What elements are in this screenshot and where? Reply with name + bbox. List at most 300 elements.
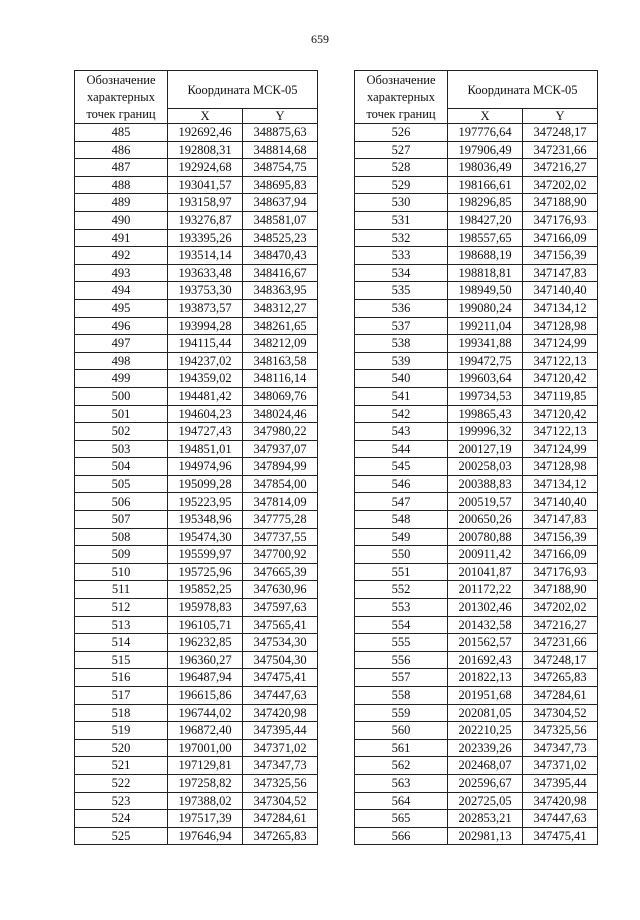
point-number: 505 <box>75 475 168 493</box>
point-number: 553 <box>355 599 448 617</box>
point-number: 550 <box>355 546 448 564</box>
table-row <box>75 282 318 300</box>
coord-x: 201432,58 <box>448 616 523 634</box>
table-row <box>75 827 318 845</box>
coord-y: 347371,02 <box>243 739 318 757</box>
table-row <box>75 563 318 581</box>
coord-x: 199341,88 <box>448 335 523 353</box>
point-number: 488 <box>75 176 168 194</box>
coord-x: 195852,25 <box>168 581 243 599</box>
coord-x: 199211,04 <box>448 317 523 335</box>
table-row <box>75 317 318 335</box>
coord-y: 347176,93 <box>523 563 598 581</box>
coord-y: 348581,07 <box>243 211 318 229</box>
coord-x: 196232,85 <box>168 634 243 652</box>
coord-y: 347202,02 <box>523 599 598 617</box>
coord-x: 194974,96 <box>168 458 243 476</box>
point-number: 516 <box>75 669 168 687</box>
coord-y: 347325,56 <box>523 722 598 740</box>
point-number: 503 <box>75 440 168 458</box>
coord-x: 197388,02 <box>168 792 243 810</box>
point-number: 493 <box>75 264 168 282</box>
table-row <box>75 176 318 194</box>
point-number: 513 <box>75 616 168 634</box>
coord-x: 194851,01 <box>168 440 243 458</box>
table-row <box>75 159 318 177</box>
coord-x: 200780,88 <box>448 528 523 546</box>
coord-x: 201951,68 <box>448 687 523 705</box>
coord-x: 197646,94 <box>168 827 243 845</box>
table-row <box>75 511 318 529</box>
point-number: 541 <box>355 387 448 405</box>
coord-x: 199996,32 <box>448 423 523 441</box>
table-row <box>75 405 318 423</box>
coord-y: 348637,94 <box>243 194 318 212</box>
point-number: 491 <box>75 229 168 247</box>
coord-x: 202339,26 <box>448 739 523 757</box>
table-row <box>75 335 318 353</box>
coord-y: 347737,55 <box>243 528 318 546</box>
table-row <box>75 651 318 669</box>
coord-y: 347894,99 <box>243 458 318 476</box>
table-row <box>355 493 598 511</box>
coord-y: 347371,02 <box>523 757 598 775</box>
point-number: 529 <box>355 176 448 194</box>
table-row <box>75 440 318 458</box>
coord-y: 347304,52 <box>523 704 598 722</box>
coord-y: 347700,92 <box>243 546 318 564</box>
coord-x: 195725,96 <box>168 563 243 581</box>
point-number: 555 <box>355 634 448 652</box>
coord-x: 200519,57 <box>448 493 523 511</box>
coord-y: 347122,13 <box>523 352 598 370</box>
coord-x: 192808,31 <box>168 141 243 159</box>
coord-y: 347854,00 <box>243 475 318 493</box>
coord-y: 348695,83 <box>243 176 318 194</box>
coord-x: 193753,30 <box>168 282 243 300</box>
point-number: 526 <box>355 124 448 142</box>
coord-y: 347325,56 <box>243 774 318 792</box>
point-number: 544 <box>355 440 448 458</box>
point-number: 502 <box>75 423 168 441</box>
table-row <box>75 458 318 476</box>
point-number: 540 <box>355 370 448 388</box>
point-number: 506 <box>75 493 168 511</box>
coord-x: 195474,30 <box>168 528 243 546</box>
coord-x: 200127,19 <box>448 440 523 458</box>
point-number: 494 <box>75 282 168 300</box>
coord-x: 200650,26 <box>448 511 523 529</box>
point-number: 545 <box>355 458 448 476</box>
coord-y: 347147,83 <box>523 511 598 529</box>
point-number: 560 <box>355 722 448 740</box>
table-row <box>75 475 318 493</box>
header-point-label: Обозначение характерных точек границ <box>355 71 448 124</box>
coord-y: 348312,27 <box>243 299 318 317</box>
coord-x: 201822,13 <box>448 669 523 687</box>
table-row <box>75 581 318 599</box>
coord-y: 347188,90 <box>523 194 598 212</box>
coord-x: 193514,14 <box>168 247 243 265</box>
coord-y: 347284,61 <box>243 810 318 828</box>
point-number: 492 <box>75 247 168 265</box>
point-number: 536 <box>355 299 448 317</box>
table-row <box>75 704 318 722</box>
point-number: 558 <box>355 687 448 705</box>
point-number: 524 <box>75 810 168 828</box>
point-number: 511 <box>75 581 168 599</box>
table-row <box>75 352 318 370</box>
coord-x: 198427,20 <box>448 211 523 229</box>
coord-y: 347188,90 <box>523 581 598 599</box>
coord-y: 347231,66 <box>523 634 598 652</box>
table-row <box>75 423 318 441</box>
point-number: 528 <box>355 159 448 177</box>
coord-x: 198688,19 <box>448 247 523 265</box>
point-number: 563 <box>355 774 448 792</box>
point-number: 489 <box>75 194 168 212</box>
point-number: 520 <box>75 739 168 757</box>
coord-x: 195099,28 <box>168 475 243 493</box>
table-row <box>355 352 598 370</box>
coord-x: 197906,49 <box>448 141 523 159</box>
coordinates-table-left <box>74 70 318 845</box>
coord-y: 347202,02 <box>523 176 598 194</box>
table-row <box>355 511 598 529</box>
table-row <box>75 722 318 740</box>
coord-x: 200258,03 <box>448 458 523 476</box>
point-number: 557 <box>355 669 448 687</box>
point-number: 554 <box>355 616 448 634</box>
coord-y: 348814,68 <box>243 141 318 159</box>
table-row <box>75 211 318 229</box>
coord-y: 347265,83 <box>243 827 318 845</box>
table-row <box>355 810 598 828</box>
point-number: 543 <box>355 423 448 441</box>
coord-x: 199472,75 <box>448 352 523 370</box>
coord-x: 201041,87 <box>448 563 523 581</box>
coord-y: 347347,73 <box>243 757 318 775</box>
coord-y: 348470,43 <box>243 247 318 265</box>
point-number: 531 <box>355 211 448 229</box>
table-row <box>75 299 318 317</box>
table-row <box>355 124 598 142</box>
coord-x: 198296,85 <box>448 194 523 212</box>
coord-x: 200911,42 <box>448 546 523 564</box>
table-row <box>75 194 318 212</box>
coord-y: 347122,13 <box>523 423 598 441</box>
table-row <box>355 335 598 353</box>
coord-x: 199734,53 <box>448 387 523 405</box>
coord-y: 347124,99 <box>523 440 598 458</box>
table-body-right <box>355 124 598 845</box>
point-number: 510 <box>75 563 168 581</box>
coord-y: 348212,09 <box>243 335 318 353</box>
coord-x: 193041,57 <box>168 176 243 194</box>
table-row <box>75 546 318 564</box>
coord-y: 347128,98 <box>523 317 598 335</box>
table-row <box>355 634 598 652</box>
point-number: 537 <box>355 317 448 335</box>
table-row <box>75 528 318 546</box>
coord-x: 196615,86 <box>168 687 243 705</box>
point-number: 547 <box>355 493 448 511</box>
coord-y: 348024,46 <box>243 405 318 423</box>
coord-x: 195599,97 <box>168 546 243 564</box>
table-row <box>355 264 598 282</box>
coord-x: 199080,24 <box>448 299 523 317</box>
table-row <box>355 194 598 212</box>
coord-x: 201172,22 <box>448 581 523 599</box>
coord-y: 347447,63 <box>243 687 318 705</box>
coord-y: 347814,09 <box>243 493 318 511</box>
table-row <box>355 211 598 229</box>
coord-y: 347420,98 <box>243 704 318 722</box>
coord-y: 347665,39 <box>243 563 318 581</box>
coord-y: 347420,98 <box>523 792 598 810</box>
table-row <box>355 739 598 757</box>
coord-y: 348069,76 <box>243 387 318 405</box>
coord-x: 201302,46 <box>448 599 523 617</box>
coord-y: 347630,96 <box>243 581 318 599</box>
page-number: 659 <box>311 32 329 46</box>
coord-x: 197258,82 <box>168 774 243 792</box>
table-row <box>355 282 598 300</box>
coord-x: 197001,00 <box>168 739 243 757</box>
table-row <box>75 370 318 388</box>
table-row <box>355 458 598 476</box>
coord-y: 347156,39 <box>523 528 598 546</box>
point-number: 532 <box>355 229 448 247</box>
table-row <box>355 405 598 423</box>
coord-y: 347166,09 <box>523 229 598 247</box>
header-y: Y <box>523 109 598 124</box>
point-number: 556 <box>355 651 448 669</box>
coord-y: 347216,27 <box>523 159 598 177</box>
coord-x: 195348,96 <box>168 511 243 529</box>
table-row <box>355 687 598 705</box>
point-number: 548 <box>355 511 448 529</box>
point-number: 514 <box>75 634 168 652</box>
table-row <box>75 792 318 810</box>
coord-x: 202596,67 <box>448 774 523 792</box>
coord-x: 202981,13 <box>448 827 523 845</box>
point-number: 522 <box>75 774 168 792</box>
header-x: X <box>448 109 523 124</box>
point-number: 498 <box>75 352 168 370</box>
coord-x: 197776,64 <box>448 124 523 142</box>
coord-y: 347265,83 <box>523 669 598 687</box>
table-row <box>355 722 598 740</box>
table-row <box>75 493 318 511</box>
table-row <box>355 370 598 388</box>
coord-x: 193994,28 <box>168 317 243 335</box>
header-coordinate-group: Координата МСК-05 <box>448 71 598 109</box>
point-number: 519 <box>75 722 168 740</box>
coord-x: 196360,27 <box>168 651 243 669</box>
coord-x: 196872,40 <box>168 722 243 740</box>
point-number: 551 <box>355 563 448 581</box>
coord-x: 202725,05 <box>448 792 523 810</box>
coord-x: 202081,05 <box>448 704 523 722</box>
point-number: 566 <box>355 827 448 845</box>
coord-y: 347120,42 <box>523 405 598 423</box>
point-number: 485 <box>75 124 168 142</box>
coord-y: 347231,66 <box>523 141 598 159</box>
point-number: 538 <box>355 335 448 353</box>
point-number: 518 <box>75 704 168 722</box>
coord-x: 194359,02 <box>168 370 243 388</box>
coord-x: 196105,71 <box>168 616 243 634</box>
coord-x: 194481,42 <box>168 387 243 405</box>
point-number: 530 <box>355 194 448 212</box>
coord-x: 199603,64 <box>448 370 523 388</box>
point-number: 564 <box>355 792 448 810</box>
point-number: 499 <box>75 370 168 388</box>
point-number: 500 <box>75 387 168 405</box>
point-number: 515 <box>75 651 168 669</box>
table-row <box>355 176 598 194</box>
point-number: 497 <box>75 335 168 353</box>
coord-y: 347347,73 <box>523 739 598 757</box>
coord-y: 347248,17 <box>523 651 598 669</box>
table-row <box>355 229 598 247</box>
coord-x: 197517,39 <box>168 810 243 828</box>
coord-y: 347140,40 <box>523 493 598 511</box>
coord-y: 347304,52 <box>243 792 318 810</box>
table-row <box>75 616 318 634</box>
coord-y: 347134,12 <box>523 475 598 493</box>
coord-x: 201692,43 <box>448 651 523 669</box>
coord-y: 347140,40 <box>523 282 598 300</box>
point-number: 539 <box>355 352 448 370</box>
coord-y: 347447,63 <box>523 810 598 828</box>
table-row <box>75 669 318 687</box>
point-number: 509 <box>75 546 168 564</box>
table-row <box>75 739 318 757</box>
table-row <box>75 247 318 265</box>
point-number: 517 <box>75 687 168 705</box>
coord-y: 347124,99 <box>523 335 598 353</box>
point-number: 565 <box>355 810 448 828</box>
coord-x: 200388,83 <box>448 475 523 493</box>
header-y: Y <box>243 109 318 124</box>
point-number: 542 <box>355 405 448 423</box>
coord-x: 197129,81 <box>168 757 243 775</box>
table-row <box>355 141 598 159</box>
coord-y: 347565,41 <box>243 616 318 634</box>
coord-y: 347534,30 <box>243 634 318 652</box>
table-row <box>355 299 598 317</box>
coord-y: 347166,09 <box>523 546 598 564</box>
coord-y: 348754,75 <box>243 159 318 177</box>
coord-y: 347147,83 <box>523 264 598 282</box>
point-number: 525 <box>75 827 168 845</box>
coord-y: 347395,44 <box>243 722 318 740</box>
header-point-label: Обозначение характерных точек границ <box>75 71 168 124</box>
table-row <box>355 651 598 669</box>
coord-x: 193633,48 <box>168 264 243 282</box>
point-number: 527 <box>355 141 448 159</box>
coord-x: 193873,57 <box>168 299 243 317</box>
coord-y: 347937,07 <box>243 440 318 458</box>
coord-x: 193276,87 <box>168 211 243 229</box>
table-row <box>75 757 318 775</box>
coord-y: 347475,41 <box>523 827 598 845</box>
coord-x: 194727,43 <box>168 423 243 441</box>
table-row <box>75 599 318 617</box>
table-row <box>355 581 598 599</box>
table-row <box>355 159 598 177</box>
table-row <box>355 616 598 634</box>
table-row <box>355 792 598 810</box>
coord-x: 192692,46 <box>168 124 243 142</box>
table-row <box>355 669 598 687</box>
coord-y: 348116,14 <box>243 370 318 388</box>
coord-y: 347120,42 <box>523 370 598 388</box>
table-row <box>75 810 318 828</box>
point-number: 504 <box>75 458 168 476</box>
coord-x: 198557,65 <box>448 229 523 247</box>
table-row <box>75 774 318 792</box>
coord-x: 196744,02 <box>168 704 243 722</box>
table-row <box>355 387 598 405</box>
table-row <box>355 599 598 617</box>
table-row <box>75 264 318 282</box>
coord-x: 196487,94 <box>168 669 243 687</box>
coordinates-table-right <box>354 70 598 845</box>
point-number: 487 <box>75 159 168 177</box>
coord-y: 348363,95 <box>243 282 318 300</box>
coord-x: 202210,25 <box>448 722 523 740</box>
coord-x: 199865,43 <box>448 405 523 423</box>
coord-y: 347216,27 <box>523 616 598 634</box>
coord-y: 347775,28 <box>243 511 318 529</box>
coord-x: 195223,95 <box>168 493 243 511</box>
point-number: 507 <box>75 511 168 529</box>
table-row <box>75 687 318 705</box>
table-row <box>355 440 598 458</box>
table-row <box>355 546 598 564</box>
point-number: 521 <box>75 757 168 775</box>
table-row <box>355 827 598 845</box>
point-number: 559 <box>355 704 448 722</box>
coord-x: 193395,26 <box>168 229 243 247</box>
coord-x: 198166,61 <box>448 176 523 194</box>
coord-y: 348875,63 <box>243 124 318 142</box>
point-number: 535 <box>355 282 448 300</box>
point-number: 486 <box>75 141 168 159</box>
coord-x: 198818,81 <box>448 264 523 282</box>
coord-x: 194604,23 <box>168 405 243 423</box>
coord-x: 202468,07 <box>448 757 523 775</box>
table-row <box>355 423 598 441</box>
coord-y: 347128,98 <box>523 458 598 476</box>
point-number: 508 <box>75 528 168 546</box>
header-coordinate-group: Координата МСК-05 <box>168 71 318 109</box>
coord-y: 347284,61 <box>523 687 598 705</box>
table-row <box>355 704 598 722</box>
coord-y: 347156,39 <box>523 247 598 265</box>
table-row <box>75 229 318 247</box>
coord-x: 201562,57 <box>448 634 523 652</box>
table-row <box>355 247 598 265</box>
coord-y: 347395,44 <box>523 774 598 792</box>
coord-x: 195978,83 <box>168 599 243 617</box>
point-number: 496 <box>75 317 168 335</box>
table-row <box>75 387 318 405</box>
coord-x: 198036,49 <box>448 159 523 177</box>
